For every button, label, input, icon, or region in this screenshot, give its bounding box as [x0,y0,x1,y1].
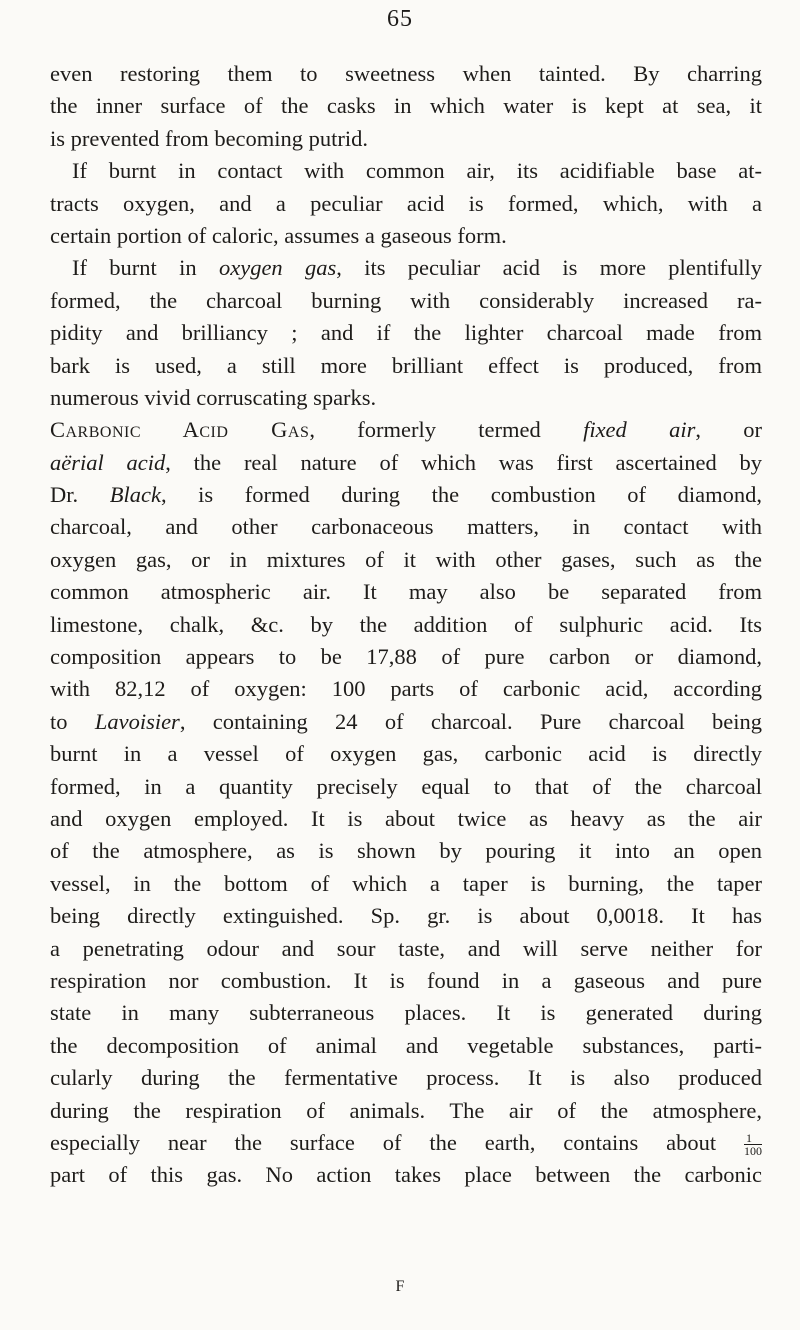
text-line: formed, in a quantity precisely equal to that of the charcoal [50,773,762,799]
text-line: common atmospheric air. It may also be separated from [50,579,762,605]
text-line: aërial acid, the real nature of which was first ascertained by [50,449,762,475]
text-line: with 82,12 of oxygen: 100 parts of carbonic acid, according [50,676,762,702]
text-line: and oxygen employed. It is about twice as heavy as the air [50,805,762,831]
text-line: composition appears to be 17,88 of pure carbon or diamond, [50,644,762,670]
text-line: being directly extinguished. Sp. gr. is about 0,0018. It has [50,903,762,929]
page-number: 65 [387,6,413,32]
text-line: is prevented from becoming putrid. [50,125,369,151]
text-line: charcoal, and other carbonaceous matters, in contact with [50,514,762,540]
text-line: bark is used, a still more brilliant effect is produced, from [50,352,762,378]
text-line: limestone, chalk, &c. by the addition of sulphuric acid. Its [50,611,762,637]
text-line: of the atmosphere, as is shown by pouring it into an open [50,838,762,864]
text-line: even restoring them to sweetness when tainted. By charring [50,61,762,86]
signature-mark: F [395,1278,405,1295]
fraction: $\frac{1}{100}$ [744,1131,763,1159]
section-heading: Carbonic Acid Gas [50,417,310,443]
text-line: a penetrating odour and sour taste, and will serve neither for [50,935,762,961]
body-text [50,58,762,1192]
text-line: respiration nor combustion. It is found in a gaseous and pure [50,967,762,993]
text-line: during the respiration of animals. The air of the atmosphere, [50,1097,762,1123]
italic-name: Black [109,482,161,508]
text-line: tracts oxygen, and a peculiar acid is formed, which, with a [50,190,762,216]
text-line: to Lavoisier, containing 24 of charcoal. Pure charcoal being [50,708,762,734]
text-line: If burnt in contact with common air, its acidifiable base at- [72,158,762,184]
italic-term: aërial acid [50,449,166,475]
text-line: numerous vivid corruscating sparks. [50,384,377,410]
text-line: If burnt in oxygen gas, its peculiar acid is more plentifully [72,255,763,281]
text-line: the decomposition of animal and vegetable substances, parti- [50,1032,762,1058]
text-line: formed, the charcoal burning with considerably increased ra- [50,287,762,313]
text-line: burnt in a vessel of oxygen gas, carbonic acid is directly [50,741,762,767]
text-line: state in many subterraneous places. It is generated during [50,1000,762,1026]
text-line: cularly during the fermentative process. It is also produced [50,1065,762,1091]
text-line: certain portion of caloric, assumes a gaseous form. [50,222,507,248]
text-line: vessel, in the bottom of which a taper is burning, the taper [50,870,762,896]
text-line: pidity and brilliancy ; and if the lighter charcoal made from [50,320,762,346]
text-line: Carbonic Acid Gas, formerly termed fixed air, or [50,417,763,443]
italic-name: Lavoisier [94,708,180,734]
italic-term: oxygen gas [218,255,337,281]
text-line: Dr. Black, is formed during the combustion of diamond, [50,482,762,508]
text-line: the inner surface of the casks in which water is kept at sea, it [50,93,762,119]
text-line: especially near the surface of the earth, contains about $\frac{1}{100}$ [50,1129,763,1159]
text-line: oxygen gas, or in mixtures of it with other gases, such as the [50,546,762,572]
italic-term: fixed air [583,417,696,443]
text-line: part of this gas. No action takes place between the carbonic [50,1162,762,1188]
